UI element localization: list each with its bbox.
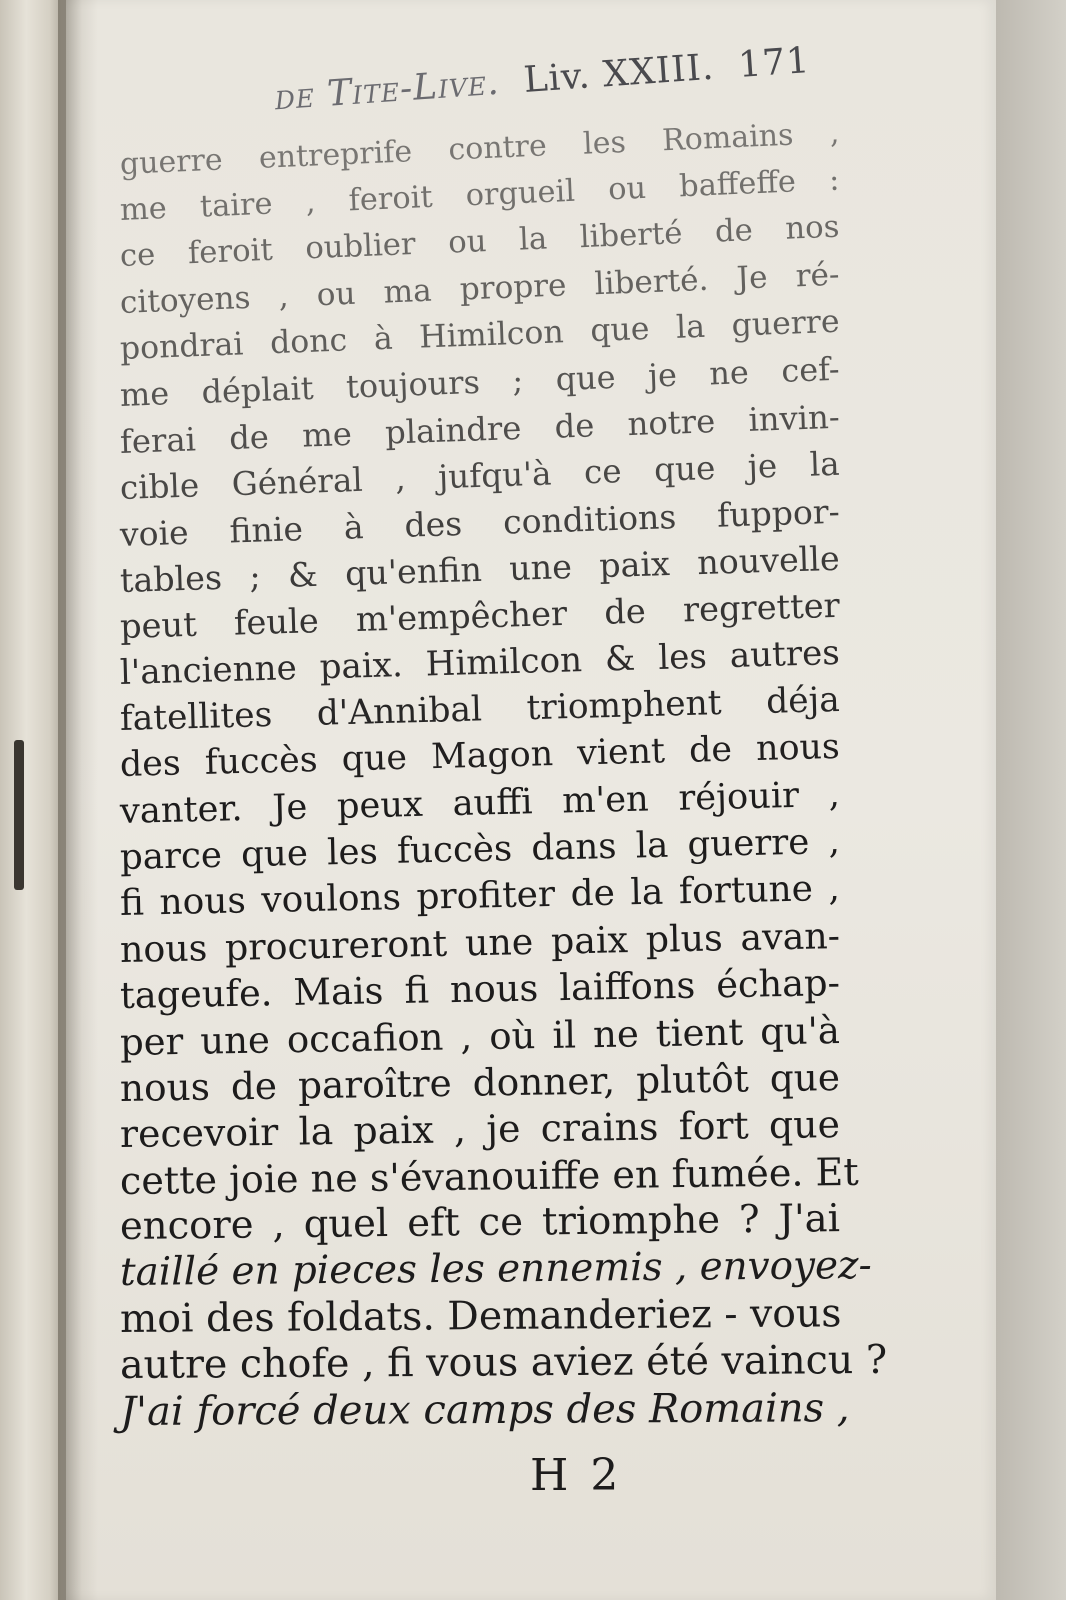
- text-line: fi nous voulons profiter de la fortune ,: [119, 867, 841, 924]
- text-line: l'ancienne paix. Himilcon & les autres: [119, 632, 841, 693]
- background-surface: [996, 0, 1066, 1600]
- text-line: parce que les fuccès dans la guerre ,: [119, 820, 841, 878]
- text-line: cette joie ne s'évanouiffe en fumée. Et: [119, 1149, 859, 1203]
- text-line: me déplait toujours ; que je ne cef-: [119, 349, 841, 414]
- text-line: J'ai forcé deux camps des Romains ,: [119, 1385, 850, 1435]
- page-number: 171: [737, 40, 812, 86]
- text-line: guerre entreprife contre les Romains ,: [119, 115, 841, 182]
- facing-page-edge: [0, 0, 66, 1600]
- text-line: encore , quel eft ce triomphe ? J'ai: [119, 1196, 841, 1249]
- running-head-title: de Tite-Live.: [273, 61, 501, 119]
- binding-stitch: [14, 740, 24, 890]
- text-line: tageufe. Mais fi nous laiffons échap-: [119, 961, 841, 1017]
- gutter-shadow: [58, 0, 98, 1600]
- text-line: ferai de me plaindre de notre invin-: [119, 397, 841, 461]
- text-line: moi des foldats. Demanderiez - vous: [119, 1291, 842, 1342]
- text-line: autre chofe , fi vous aviez été vaincu ?: [119, 1336, 888, 1388]
- text-line: vanter. Je peux auffi m'en réjouir ,: [119, 773, 841, 832]
- text-line: per une occafion , où il ne tient qu'à: [119, 1009, 841, 1064]
- running-head-book: Liv. XXIII.: [522, 46, 716, 101]
- text-line: ce feroit oublier ou la liberté de nos: [119, 209, 841, 274]
- signature-mark: H 2: [530, 1450, 623, 1501]
- text-line: citoyens , ou ma propre liberté. Je ré-: [119, 256, 841, 321]
- text-line: tables ; & qu'enfin une paix nouvelle: [119, 538, 841, 600]
- text-line: nous procureront une paix plus avan-: [119, 914, 841, 971]
- text-line: cible Général , jufqu'à ce que je la: [119, 444, 841, 507]
- text-line: voie finie à des conditions fuppor-: [119, 491, 841, 554]
- text-line: des fuccès que Magon vient de nous: [119, 726, 841, 785]
- text-line: fatellites d'Annibal triomphent déja: [119, 679, 841, 739]
- text-line: nous de paroître donner, plutôt que: [119, 1055, 841, 1110]
- text-line: me taire , feroit orgueil ou baffeffe :: [119, 162, 841, 228]
- text-line: peut feule m'empêcher de regretter: [119, 585, 841, 646]
- text-line: recevoir la paix , je crains fort que: [119, 1102, 841, 1156]
- text-line: taillé en pieces les ennemis , envoyez-: [119, 1242, 872, 1295]
- text-line: pondrai donc à Himilcon que la guerre: [119, 303, 841, 367]
